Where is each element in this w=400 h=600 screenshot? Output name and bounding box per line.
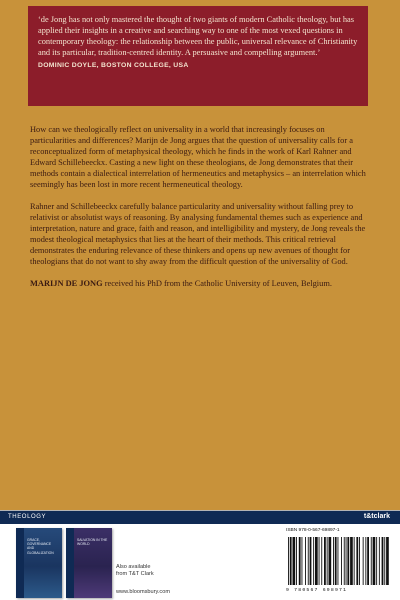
barcode-bar — [346, 537, 347, 585]
related-book-cover-2 — [66, 528, 112, 598]
barcode-bar — [359, 537, 360, 585]
book-spine-strip — [66, 528, 74, 598]
barcode-bar — [382, 537, 384, 585]
barcode-bar — [341, 537, 342, 585]
related-book-title-1: GRACE, GOVERNANCE AND GLOBALIZATION — [27, 538, 54, 555]
barcode-bar — [305, 537, 306, 585]
endorsement-quote-box — [28, 6, 368, 106]
also-available-line-1: Also available — [116, 564, 151, 570]
barcode-bar — [302, 537, 303, 585]
barcode-bar — [371, 537, 372, 585]
related-book-title-2: SALVATION IN THE WORLD — [77, 538, 108, 547]
blurb-paragraph-2: Rahner and Schillebeeckx carefully balance particularity and universality without falling prey to relativist or absolutist ways of reasoning. By analysing fundamental themes such as experience and interpretation, nature and grace, faith and reason, and intelligibility and mystery, de Jong reveals the modest theological metaphysics that lies at the heart of their methods. This critical retrieval demonstrates the enduring relevance of these thinkers and opens up new avenues of thought for theologians that do not want to shy away from the difficult question of the universality of God. — [30, 202, 366, 266]
barcode-bar — [335, 537, 337, 585]
barcode-bar — [379, 537, 380, 585]
barcode-bar — [376, 537, 377, 585]
blurb — [30, 124, 370, 300]
barcode-bar — [329, 537, 332, 585]
barcode-bar — [373, 537, 376, 585]
barcode-bar — [308, 537, 309, 585]
barcode-bar — [384, 537, 385, 585]
category-bar — [0, 511, 400, 524]
barcode-bar — [338, 537, 339, 585]
barcode-bar — [327, 537, 328, 585]
barcode-bar — [363, 537, 364, 585]
author-bio-text: received his PhD from the Catholic University of Leuven, Belgium. — [102, 279, 332, 288]
barcode-bar — [293, 537, 296, 585]
barcode-bar — [354, 537, 355, 585]
barcode-bar — [299, 537, 301, 585]
book-spine-strip — [16, 528, 24, 598]
author-name: MARIJN DE JONG — [30, 279, 103, 288]
isbn-block — [286, 528, 390, 598]
blurb-paragraph-1: How can we theologically reflect on universality in a world that increasingly focuses on particularities and differences? Marijn de Jong argues that the question of universality calls for a reconceptualized form of metaphysical theology, which he finds in the work of Karl Rahner and Edward Schillebeeckx. Casting a new light on these theologians, de Jong demonstrates that their methods contain a dialectical interrelation of hermeneutics and metaphysics – an interrelation which seemingly has been lost in more recent hermeneutical theology. — [30, 125, 366, 189]
barcode-bar — [315, 537, 318, 585]
also-available-text — [116, 564, 154, 578]
related-book-cover-1 — [16, 528, 62, 598]
barcode-bar — [324, 537, 326, 585]
barcode-bar — [313, 537, 314, 585]
barcode-bar — [386, 537, 389, 585]
barcode-icon — [286, 537, 390, 585]
barcode-bar — [321, 537, 322, 585]
also-available-line-2: from T&T Clark — [116, 571, 154, 577]
barcode-bar — [333, 537, 334, 585]
barcode-bar — [288, 537, 289, 585]
barcode-bar — [296, 537, 297, 585]
endorsement-quote: ‘de Jong has not only mastered the thought of two giants of modern Catholic theology, but has applied their insights in a creative and searching way to one of the most vexed questions in contemporary theology: the relationship between the public, universal relevance of Christianity and its particular, tradition-centred identity. A persuasive and compelling argument.’ — [38, 15, 358, 57]
barcode-bar — [365, 537, 366, 585]
barcode-bar — [310, 537, 312, 585]
category-label: THEOLOGY — [8, 514, 47, 520]
barcode-digits: 9 780567 698971 — [286, 588, 348, 593]
barcode-bar — [347, 537, 349, 585]
barcode-bar — [290, 537, 292, 585]
barcode-bar — [350, 537, 353, 585]
endorsement-author: DOMINIC DOYLE, BOSTON COLLEGE, USA — [38, 62, 189, 69]
barcode-bar — [356, 537, 358, 585]
footer-band — [0, 510, 400, 600]
barcode-bar — [367, 537, 369, 585]
barcode-bar — [344, 537, 345, 585]
isbn-text: ISBN 978-0-567-69897-1 — [286, 528, 340, 533]
author-bio — [30, 278, 370, 289]
barcode-bar — [319, 537, 320, 585]
publisher-website: www.bloomsbury.com — [116, 589, 170, 595]
publisher-logo: t&tclark — [363, 513, 390, 520]
